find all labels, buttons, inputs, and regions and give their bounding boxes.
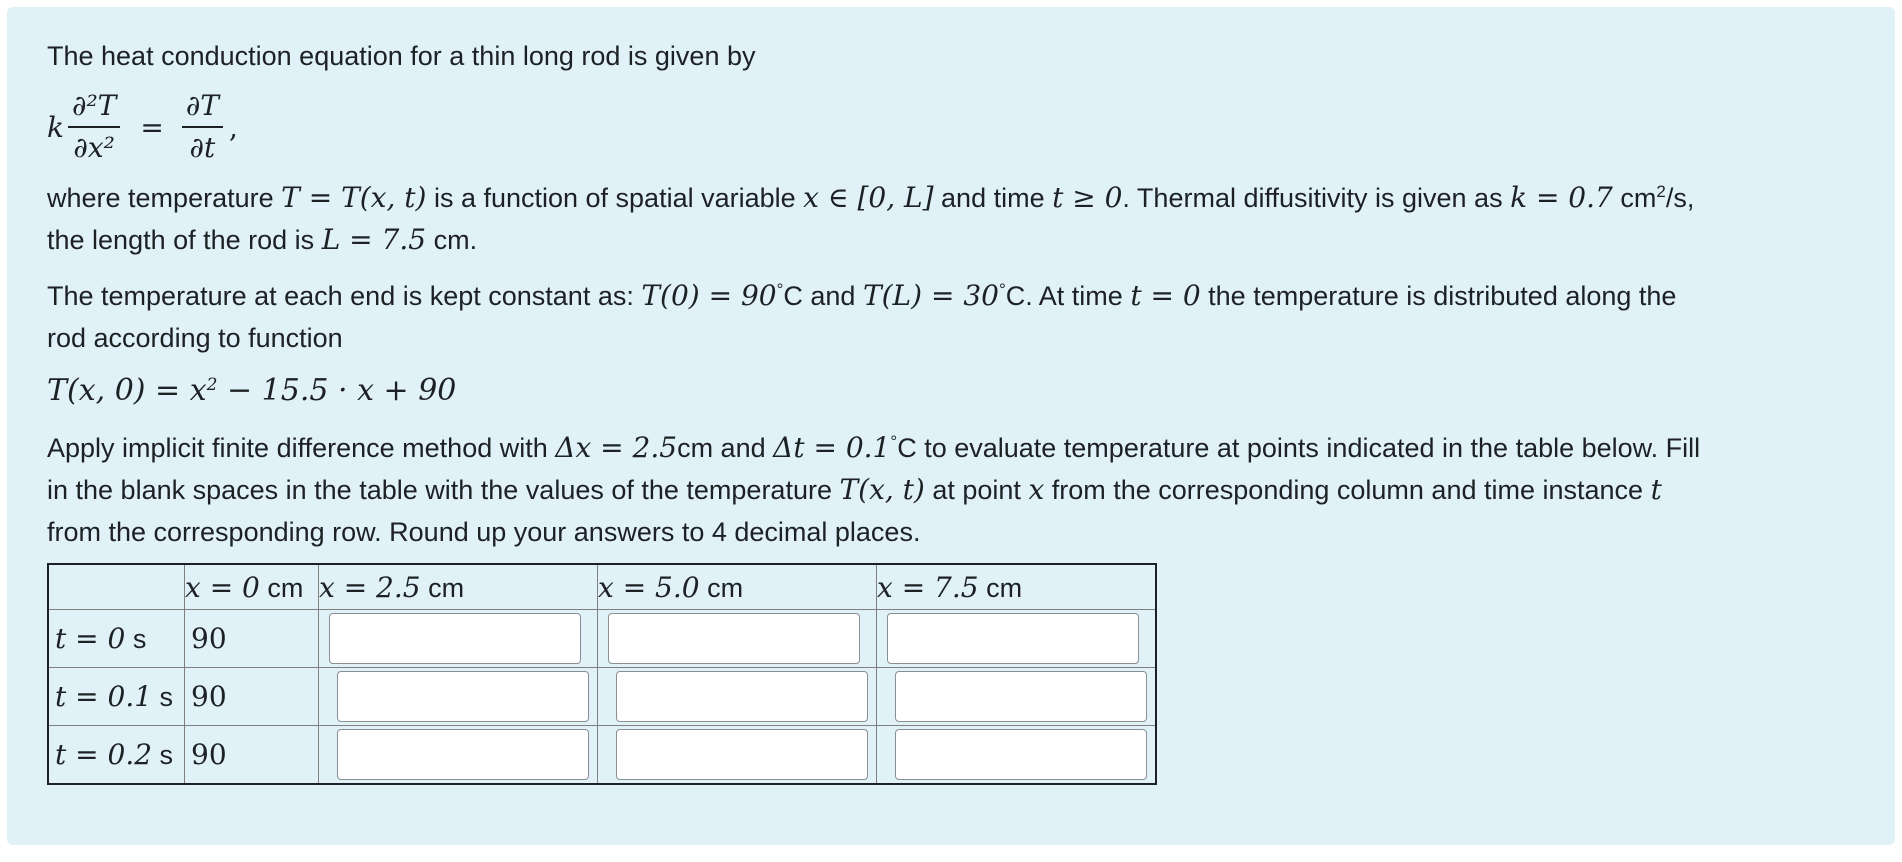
table-header-row [48,564,1156,610]
p3-text-5: rod according to function [47,323,343,353]
answer-input-t1-x2[interactable] [616,671,868,722]
p4-text-1: Apply implicit finite difference method with [47,433,556,463]
p2-math-k: k = 0.7 [1510,181,1613,214]
question-panel [7,7,1895,845]
answer-input-t0-x2[interactable] [608,613,860,664]
p4-math-dx: Δx = 2.5 [555,431,678,464]
boundary-paragraph [47,275,1855,359]
answer-table [47,563,1157,785]
row-t0-x0-value [185,610,319,668]
header-x3-math: x = 7.5 [877,570,979,604]
p3-text-1: The temperature at each end is kept constant as: [47,281,642,311]
p2-math-domain: x ∈ [0, L] [803,181,934,214]
p4-math-dt: Δt = 0.1 [773,431,891,464]
table-row [48,610,1156,668]
header-x0-math: x = 0 [185,570,260,604]
p2-text-1: where temperature [47,183,282,213]
definition-paragraph [47,177,1855,261]
header-x2 [598,564,877,610]
eq-lhs-denominator: ∂x² [73,131,115,164]
p2-text-5: the length of the rod is [47,225,322,255]
row-t1-x0-value [185,668,319,726]
header-x1 [319,564,598,610]
eq-trailing-comma: , [228,110,238,144]
eq2-rhs: − 15.5 · x + 90 [217,373,457,408]
p2-text-6: cm. [426,225,478,255]
row-t0-math: t = 0 [55,622,126,655]
row-label-t2 [48,726,185,785]
answer-input-t0-x1[interactable] [329,613,581,664]
p2-unit-s: /s, [1665,183,1695,213]
eq-rhs-denominator: ∂t [189,131,216,164]
table-row [48,668,1156,726]
row-t2-x1-cell [319,726,598,785]
row-t1-x1-cell [319,668,598,726]
row-t2-x0-text: 90 [191,738,227,771]
eq2-exponent: 2 [206,375,218,395]
p2-text-4: . Thermal diffusitivity is given as [1122,183,1511,213]
row-label-t0 [48,610,185,668]
row-t1-math: t = 0.1 [55,680,153,713]
p2-text-2: is a function of spatial variable [426,183,804,213]
header-x3 [877,564,1157,610]
eq-rhs-numerator: ∂T [182,88,223,128]
p4-text-4: in the blank spaces in the table with the values of the temperature [47,475,840,505]
p3-math-right-bc: T(L) = 30 [862,279,999,312]
row-t2-math: t = 0.2 [55,738,153,771]
eq-coef: k [47,110,64,144]
p2-math-time: t ≥ 0 [1052,181,1123,214]
row-t1-x0-text: 90 [191,680,227,713]
header-x0 [185,564,319,610]
p2-text-3: and time [933,183,1053,213]
row-t0-x0-text: 90 [191,622,227,655]
row-t1-x3-cell [877,668,1157,726]
p4-text-5: at point [924,475,1029,505]
intro-text: The heat conduction equation for a thin long rod is given by [47,41,756,71]
p2-math-length: L = 7.5 [321,223,427,256]
header-x0-unit: cm [259,572,304,603]
header-x3-unit: cm [978,572,1023,603]
row-t2-x2-cell [598,726,877,785]
header-corner [48,564,185,610]
p3-text-3: C. At time [1005,281,1131,311]
eq-lhs-numerator: ∂²T [68,88,120,128]
p3-math-left-bc: T(0) = 90 [641,279,777,312]
initial-condition-equation [47,369,1855,413]
p4-math-t: t [1650,473,1662,506]
eq-equals: = [140,110,164,144]
p2-unit-cm: cm [1612,183,1657,213]
row-t2-x3-cell [877,726,1157,785]
row-t1-unit: s [152,682,174,712]
eq2-lhs: T(x, 0) = x [47,373,207,408]
table-row [48,726,1156,785]
p3-math-t0: t = 0 [1130,279,1201,312]
p3-text-4: the temperature is distributed along the [1200,281,1677,311]
p4-text-6: from the corresponding column and time instance [1044,475,1651,505]
row-t0-x1-cell [319,610,598,668]
p3-degree-2: ° [998,280,1006,299]
row-t2-x0-value [185,726,319,785]
p4-text-2: cm and [677,433,774,463]
p4-text-3: C to evaluate temperature at points indicated in the table below. Fill [897,433,1701,463]
p2-unit-exp: 2 [1656,182,1666,201]
p4-text-7: from the corresponding row. Round up your answers to 4 decimal places. [47,517,921,547]
instruction-paragraph [47,427,1855,553]
eq-rhs-fraction [182,88,223,166]
heat-equation [47,79,1855,175]
p3-text-2: C and [783,281,863,311]
answer-input-t2-x1[interactable] [337,729,589,780]
answer-input-t2-x3[interactable] [895,729,1147,780]
row-t1-x2-cell [598,668,877,726]
p4-degree: ° [890,432,898,451]
answer-input-t2-x2[interactable] [616,729,868,780]
answer-input-t0-x3[interactable] [887,613,1139,664]
eq-lhs-fraction [68,88,120,166]
header-x2-math: x = 5.0 [598,570,700,604]
row-t0-unit: s [125,624,147,654]
row-t0-x3-cell [877,610,1157,668]
answer-input-t1-x1[interactable] [337,671,589,722]
p3-degree-1: ° [776,280,784,299]
answer-input-t1-x3[interactable] [895,671,1147,722]
header-x2-unit: cm [699,572,744,603]
header-x1-math: x = 2.5 [319,570,421,604]
row-t0-x2-cell [598,610,877,668]
row-label-t1 [48,668,185,726]
p4-math-temp: T(x, t) [839,473,925,506]
p4-math-x: x [1028,473,1045,506]
p2-math-temperature: T = T(x, t) [281,181,427,214]
row-t2-unit: s [152,740,174,770]
header-x1-unit: cm [420,572,465,603]
